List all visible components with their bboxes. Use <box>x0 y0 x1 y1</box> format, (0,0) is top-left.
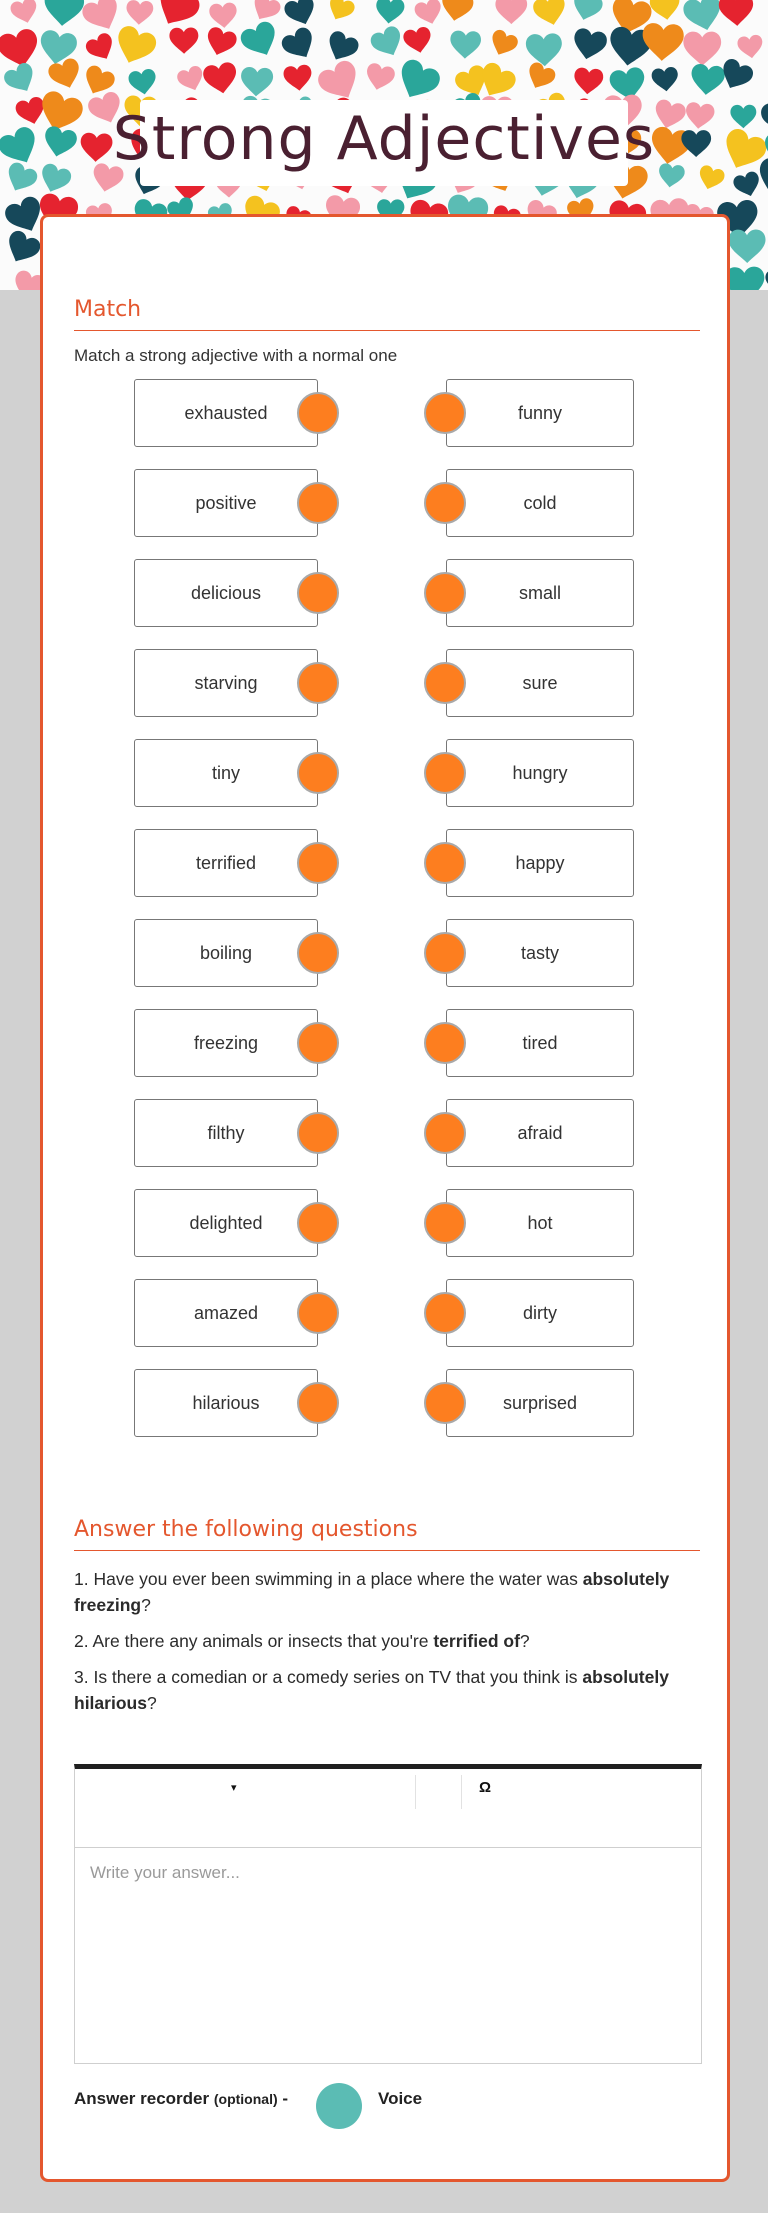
question-3-bold: absolutely hilarious <box>74 1667 669 1713</box>
heart-shape <box>83 31 118 65</box>
toolbar-divider <box>461 1775 462 1809</box>
answer-textarea[interactable] <box>75 1847 701 2065</box>
toolbar-divider <box>415 1775 416 1809</box>
heart-shape <box>240 67 274 98</box>
match-right-connector[interactable] <box>424 482 466 524</box>
match-right-item[interactable]: surprised <box>446 1369 634 1437</box>
match-right-connector[interactable] <box>424 392 466 434</box>
match-left-connector[interactable] <box>297 932 339 974</box>
match-left-connector[interactable] <box>297 662 339 704</box>
question-1 <box>74 1566 704 1618</box>
match-right-connector[interactable] <box>424 932 466 974</box>
questions-heading: Answer the following questions <box>74 1517 700 1551</box>
heart-shape <box>42 0 85 28</box>
answer-editor <box>74 1764 702 2064</box>
heart-shape <box>282 0 319 29</box>
match-right-connector[interactable] <box>424 1112 466 1154</box>
match-left-item[interactable]: exhausted <box>134 379 318 447</box>
heart-shape <box>324 0 357 25</box>
heart-shape <box>689 63 726 97</box>
editor-toolbar <box>75 1769 701 1848</box>
recorder-label: Answer recorder <box>74 2089 210 2108</box>
heart-shape <box>125 0 153 26</box>
heart-shape <box>487 28 520 60</box>
match-right-item[interactable]: hungry <box>446 739 634 807</box>
worksheet-card <box>40 214 730 2182</box>
heart-shape <box>523 60 558 93</box>
match-left-item[interactable]: terrified <box>134 829 318 897</box>
match-right-connector[interactable] <box>424 1382 466 1424</box>
match-right-connector[interactable] <box>424 1202 466 1244</box>
match-right-item[interactable]: funny <box>446 379 634 447</box>
heart-shape <box>202 61 240 96</box>
recorder-optional: (optional) <box>213 2091 278 2107</box>
match-right-connector[interactable] <box>424 662 466 704</box>
heart-shape <box>392 56 444 106</box>
heart-shape <box>649 0 682 22</box>
heart-shape <box>238 19 283 62</box>
question-1-end: ? <box>141 1595 151 1615</box>
heart-shape <box>570 0 605 24</box>
match-right-item[interactable]: small <box>446 559 634 627</box>
match-right-item[interactable]: tasty <box>446 919 634 987</box>
match-left-item[interactable]: filthy <box>134 1099 318 1167</box>
heart-shape <box>495 0 527 24</box>
match-left-connector[interactable] <box>297 482 339 524</box>
match-left-item[interactable]: delighted <box>134 1189 318 1257</box>
match-left-item[interactable]: tiny <box>134 739 318 807</box>
heart-shape <box>718 0 754 27</box>
match-right-item[interactable]: afraid <box>446 1099 634 1167</box>
heart-shape <box>79 0 125 37</box>
question-2-end: ? <box>519 1631 530 1651</box>
question-2-bold: terrified of <box>433 1631 520 1651</box>
question-3 <box>74 1664 704 1716</box>
mic-icon[interactable] <box>316 2083 362 2129</box>
answer-recorder-label <box>74 2089 288 2109</box>
heart-shape <box>1 228 43 269</box>
heart-shape <box>368 24 407 62</box>
match-left-connector[interactable] <box>297 1292 339 1334</box>
heart-shape <box>169 27 198 54</box>
match-left-connector[interactable] <box>297 1022 339 1064</box>
match-instructions: Match a strong adjective with a normal one <box>74 346 398 365</box>
match-right-item[interactable]: hot <box>446 1189 634 1257</box>
match-left-item[interactable]: positive <box>134 469 318 537</box>
match-left-connector[interactable] <box>297 1202 339 1244</box>
match-right-connector[interactable] <box>424 842 466 884</box>
match-right-connector[interactable] <box>424 752 466 794</box>
heart-shape <box>525 33 562 67</box>
match-right-item[interactable]: happy <box>446 829 634 897</box>
question-3-text: 3. Is there a comedian or a comedy series on TV that you think is <box>74 1667 583 1687</box>
heart-shape <box>203 25 239 59</box>
heart-shape <box>737 34 765 60</box>
heart-shape <box>683 32 721 66</box>
heart-shape <box>111 23 159 69</box>
answer-placeholder: Write your answer... <box>90 1863 240 1882</box>
heart-shape <box>651 66 680 93</box>
heart-shape <box>764 270 768 290</box>
match-right-connector[interactable] <box>424 572 466 614</box>
question-1-text: 1. Have you ever been swimming in a place where the water was <box>74 1569 583 1589</box>
heart-shape <box>450 30 482 59</box>
heart-shape <box>641 23 684 62</box>
voice-label: Voice <box>378 2089 423 2108</box>
heart-shape <box>439 0 475 24</box>
question-2-text: 2. Are there any animals or insects that you're <box>74 1631 434 1651</box>
match-right-item[interactable]: sure <box>446 649 634 717</box>
match-left-connector[interactable] <box>297 842 339 884</box>
heart-shape <box>570 27 608 63</box>
format-dropdown-icon[interactable]: ▾ <box>231 1782 237 1794</box>
heart-shape <box>681 0 725 35</box>
match-right-item[interactable]: cold <box>446 469 634 537</box>
worksheet-title: Strong Adjectives <box>112 104 656 174</box>
heart-shape <box>724 266 765 290</box>
match-left-item[interactable]: starving <box>134 649 318 717</box>
match-left-connector[interactable] <box>297 1382 339 1424</box>
heart-shape <box>402 26 434 56</box>
match-left-item[interactable]: delicious <box>134 559 318 627</box>
heart-shape <box>175 64 207 94</box>
match-right-connector[interactable] <box>424 1022 466 1064</box>
match-left-connector[interactable] <box>297 1112 339 1154</box>
match-left-item[interactable]: boiling <box>134 919 318 987</box>
heart-shape <box>732 170 763 200</box>
heart-shape <box>283 64 314 92</box>
heart-shape <box>363 62 396 93</box>
match-left-connector[interactable] <box>297 392 339 434</box>
match-right-item[interactable]: dirty <box>446 1279 634 1347</box>
heart-shape <box>413 0 445 28</box>
heart-shape <box>127 68 158 97</box>
recorder-dash: - <box>277 2089 289 2108</box>
heart-shape <box>1 60 40 98</box>
match-left-item[interactable]: hilarious <box>134 1369 318 1437</box>
heart-shape <box>209 2 238 29</box>
match-heading: Match <box>74 297 700 331</box>
heart-shape <box>374 0 405 25</box>
special-character-icon[interactable]: Ω <box>479 1779 492 1796</box>
question-1-bold: absolutely freezing <box>74 1569 670 1615</box>
match-left-item[interactable]: amazed <box>134 1279 318 1347</box>
heart-shape <box>728 229 765 263</box>
heart-shape <box>46 56 84 92</box>
match-right-connector[interactable] <box>424 1292 466 1334</box>
match-left-item[interactable]: freezing <box>134 1009 318 1077</box>
match-right-item[interactable]: tired <box>446 1009 634 1077</box>
heart-shape <box>279 25 320 65</box>
match-left-connector[interactable] <box>297 752 339 794</box>
heart-shape <box>531 0 569 29</box>
match-left-connector[interactable] <box>297 572 339 614</box>
question-3-end: ? <box>146 1693 157 1713</box>
heart-shape <box>9 0 40 26</box>
heart-shape <box>322 29 361 66</box>
question-2 <box>74 1628 704 1654</box>
heart-shape <box>573 67 604 96</box>
